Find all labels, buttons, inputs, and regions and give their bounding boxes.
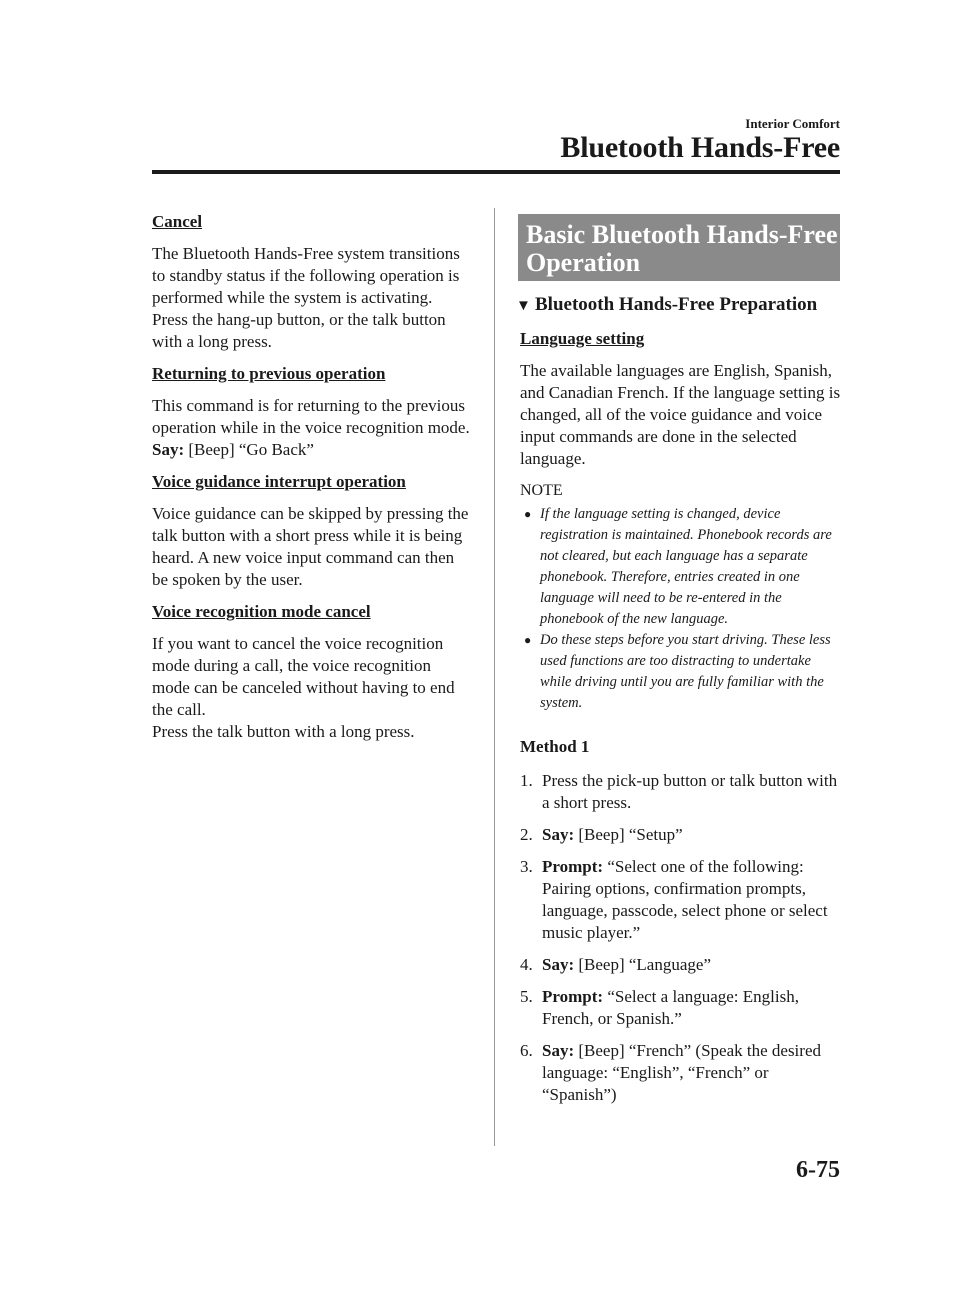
step-text: Press the pick-up button or talk button with a short press. — [542, 771, 838, 812]
step-number: 4. — [520, 955, 533, 974]
step-text: [Beep] “French” (Speak the desired language: “English”, “French” or “Spanish”) — [542, 1041, 821, 1104]
interrupt-heading: Voice guidance interrupt operation — [152, 472, 406, 491]
header-section-name: Interior Comfort — [745, 116, 840, 131]
bullet-icon: ● — [524, 507, 532, 521]
step-number: 1. — [520, 771, 533, 790]
returning-body — [152, 395, 472, 461]
column-divider — [494, 208, 495, 1146]
step-label: Say: — [542, 955, 575, 974]
returning-body-text: This command is for returning to the previous operation while in the voice recognition mode. — [152, 396, 470, 437]
recognition-cancel-body — [152, 633, 472, 743]
step-number: 5. — [520, 987, 533, 1006]
step-item — [520, 770, 842, 814]
recognition-cancel-text-2: Press the talk button with a long press. — [152, 722, 415, 741]
header-rule — [152, 170, 840, 174]
page-number: 6-75 — [796, 1157, 840, 1183]
step-label: Say: — [542, 825, 575, 844]
step-label: Prompt: — [542, 987, 604, 1006]
step-item — [520, 856, 842, 944]
right-column — [516, 214, 842, 1116]
say-text: [Beep] “Go Back” — [188, 440, 314, 459]
language-heading: Language setting — [520, 329, 645, 348]
cancel-heading: Cancel — [152, 212, 203, 231]
step-text: “Select one of the following: Pairing options, confirmation prompts, language, passcode, select phone or select music player.” — [542, 857, 828, 942]
note-item — [520, 630, 842, 714]
say-label: Say: — [152, 440, 185, 459]
recognition-cancel-text: If you want to cancel the voice recognition mode during a call, the voice recognition mode can be canceled without having to end the call. — [152, 634, 455, 719]
cancel-body — [152, 243, 472, 353]
step-number: 3. — [520, 857, 533, 876]
interrupt-body: Voice guidance can be skipped by pressing the talk button with a short press while it is being heard. A new voice input command can then be spoken by the user. — [152, 504, 469, 589]
step-label: Say: — [542, 1041, 575, 1060]
subsection-heading-text: Bluetooth Hands-Free Preparation — [535, 294, 818, 315]
note-list — [520, 504, 842, 714]
subsection-heading — [516, 293, 842, 318]
cancel-body-text: The Bluetooth Hands-Free system transitions to standby status if the following operation is performed while the system is activating. — [152, 244, 460, 307]
note-item-text: Do these steps before you start driving. These less used functions are too distracting to undertake while driving until you are fully familiar with the system. — [540, 632, 831, 711]
section-title-box: Basic Bluetooth Hands-Free Operation — [518, 214, 840, 281]
page-title: Bluetooth Hands-Free — [560, 131, 840, 164]
cancel-body-text-2: Press the hang-up button, or the talk button with a long press. — [152, 310, 446, 351]
steps-list — [520, 770, 842, 1106]
left-column — [152, 211, 472, 753]
recognition-cancel-heading: Voice recognition mode cancel — [152, 602, 371, 621]
step-text: “Select a language: English, French, or Spanish.” — [542, 987, 799, 1028]
step-text: [Beep] “Setup” — [578, 825, 683, 844]
returning-heading: Returning to previous operation — [152, 364, 386, 383]
step-item — [520, 954, 842, 976]
note-item-text: If the language setting is changed, device registration is maintained. Phonebook records are not cleared, but each language has a separate phonebook. Therefore, entries created in one language will need to be re-entered in the phonebook of the new language. — [540, 506, 832, 627]
step-label: Prompt: — [542, 857, 604, 876]
language-body: The available languages are English, Spanish, and Canadian French. If the language setting is changed, all of the voice guidance and voice input commands are done in the selected language. — [520, 361, 841, 468]
step-number: 6. — [520, 1041, 533, 1060]
note-item — [520, 504, 842, 630]
step-item — [520, 824, 842, 846]
down-triangle-icon: ▼ — [516, 298, 531, 314]
note-label: NOTE — [520, 482, 563, 499]
step-text: [Beep] “Language” — [578, 955, 711, 974]
step-item — [520, 1040, 842, 1106]
method-title: Method 1 — [520, 737, 590, 756]
step-number: 2. — [520, 825, 533, 844]
step-item — [520, 986, 842, 1030]
bullet-icon: ● — [524, 633, 532, 647]
